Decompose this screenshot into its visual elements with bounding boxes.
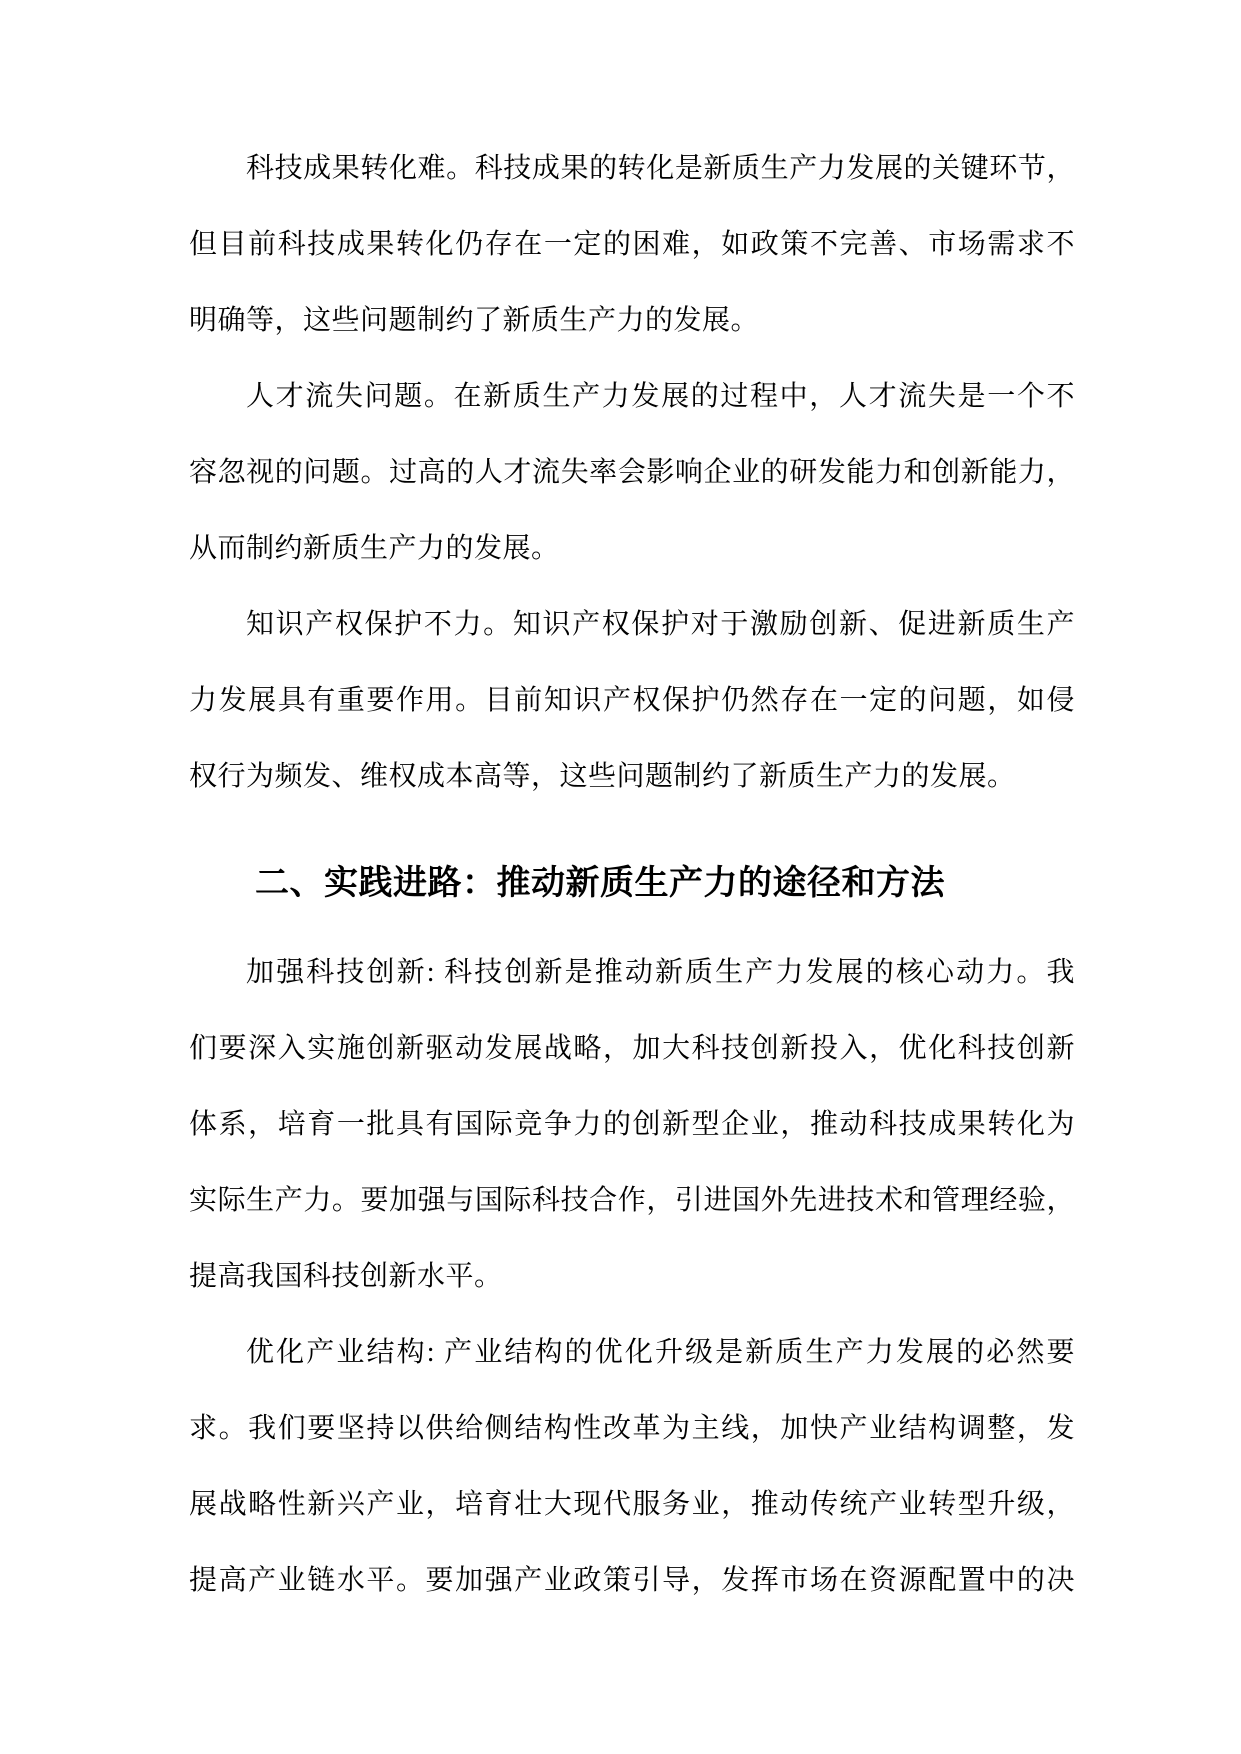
body-text-line: 容忽视的问题。过高的人才流失率会影响企业的研发能力和创新能力， xyxy=(189,457,1075,488)
body-text-line: 人才流失问题。在新质生产力发展的过程中，人才流失是一个不 xyxy=(246,381,1075,412)
body-text-line: 提高产业链水平。要加强产业政策引导，发挥市场在资源配置中的决 xyxy=(189,1565,1075,1596)
section-heading-2: 二、实践进路：推动新质生产力的途径和方法 xyxy=(255,864,945,902)
body-text-line: 但目前科技成果转化仍存在一定的困难，如政策不完善、市场需求不 xyxy=(189,229,1075,260)
body-text-line: 明确等，这些问题制约了新质生产力的发展。 xyxy=(189,305,760,336)
body-text-line: 知识产权保护不力。知识产权保护对于激励创新、促进新质生产 xyxy=(246,609,1075,640)
body-text-line: 实际生产力。要加强与国际科技合作，引进国外先进技术和管理经验， xyxy=(189,1185,1075,1216)
body-text-line: 加强科技创新: 科技创新是推动新质生产力发展的核心动力。我 xyxy=(246,957,1075,988)
body-text-line: 展战略性新兴产业，培育壮大现代服务业，推动传统产业转型升级， xyxy=(189,1489,1075,1520)
body-text-line: 科技成果转化难。科技成果的转化是新质生产力发展的关键环节， xyxy=(246,153,1075,184)
body-text-line: 体系，培育一批具有国际竞争力的创新型企业，推动科技成果转化为 xyxy=(189,1109,1075,1140)
body-text-line: 力发展具有重要作用。目前知识产权保护仍然存在一定的问题，如侵 xyxy=(189,685,1075,716)
body-text-line: 权行为频发、维权成本高等，这些问题制约了新质生产力的发展。 xyxy=(189,761,1016,792)
body-text-line: 们要深入实施创新驱动发展战略，加大科技创新投入，优化科技创新 xyxy=(189,1033,1075,1064)
body-text-line: 从而制约新质生产力的发展。 xyxy=(189,533,560,564)
body-text-line: 优化产业结构: 产业结构的优化升级是新质生产力发展的必然要 xyxy=(246,1337,1075,1368)
body-text-line: 提高我国科技创新水平。 xyxy=(189,1261,503,1292)
body-text-line: 求。我们要坚持以供给侧结构性改革为主线，加快产业结构调整，发 xyxy=(189,1413,1075,1444)
document-content xyxy=(189,131,1075,1619)
